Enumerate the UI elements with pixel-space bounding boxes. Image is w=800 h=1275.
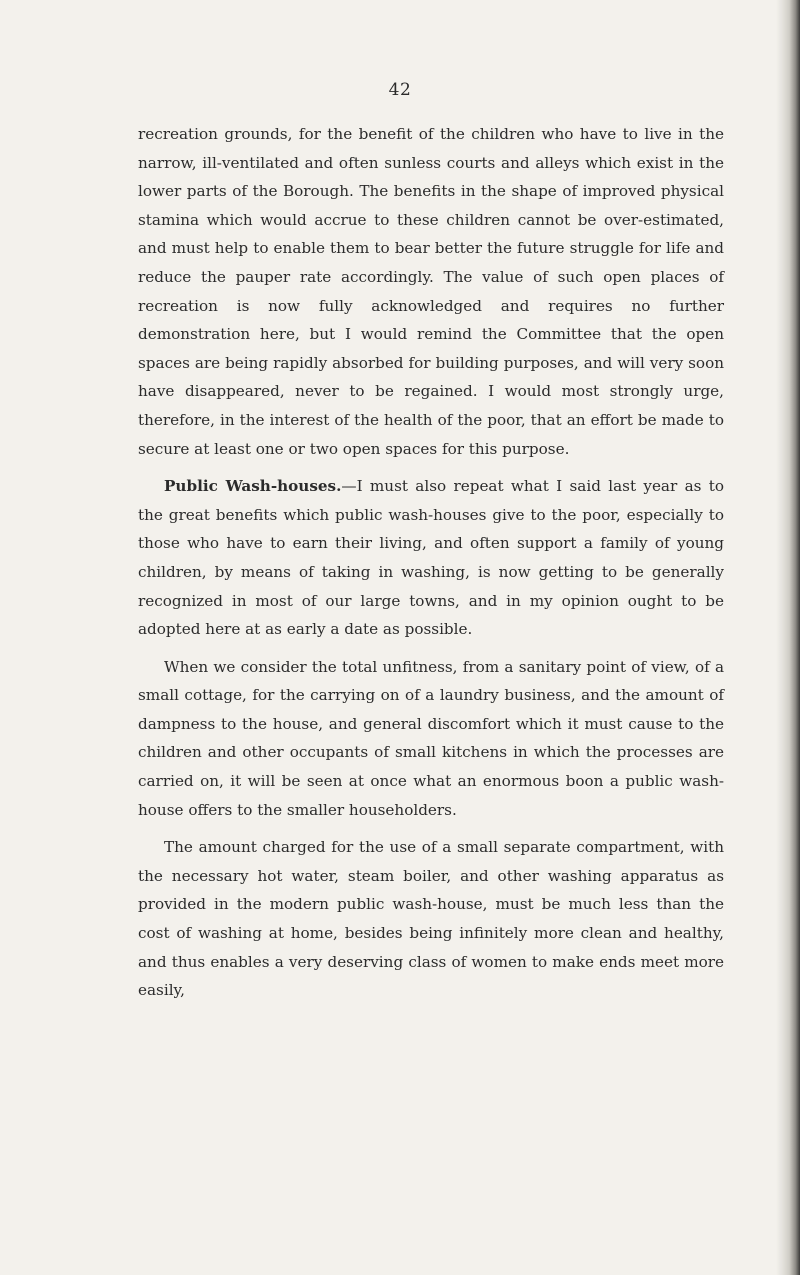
paragraph-sanitary-unfitness [138, 653, 724, 825]
page-number: 42 [388, 80, 412, 100]
paragraph-text: —I must also repeat what I said last year as to the great benefits which public wash-houses give to the poor, especially to those who have to earn their living, and often support a family of young children, by means of taking in washing, is now getting to be generally recognized in most of our large towns, and in my opinion ought to be adopted here at as early a date as possible. [138, 477, 724, 639]
paragraph-public-wash-houses [138, 472, 724, 644]
paragraph-recreation-grounds [138, 120, 724, 463]
paragraph-text: The amount charged for the use of a small separate compartment, with the necessary hot water, steam boiler, and other washing apparatus as provided in the modern public wash-house, must be much less than the cost of washing at home, besides being infinitely more clean and healthy, and thus enables a very deserving class of women to make ends meet more easily, [138, 838, 724, 1000]
page-binding-edge [782, 0, 800, 1275]
paragraph-amount-charged [138, 833, 724, 1005]
section-heading-public-wash-houses: Public Wash-houses. [164, 477, 342, 496]
paragraph-text: When we consider the total unfitness, from a sanitary point of view, of a small cottage, for the carrying on of a laundry business, and the amount of dampness to the house, and general discomfort which it must cause to the children and other occupants of small kitchens in which the processes are carried on, it will be seen at once what an enormous boon a public wash-house offers to the smaller householders. [138, 657, 724, 819]
paragraph-text: recreation grounds, for the benefit of the children who have to live in the narrow, ill-ventilated and often sunless courts and alleys which exist in the lower parts of the Borough. The benefits in the shape of improved physical stamina which would accrue to these children cannot be over-estimated, and must help to enable them to bear better the future struggle for life and reduce the pauper rate accordingly. The value of such open places of recreation is now fully acknowledged and requires no further demonstration here, but I would remind the Committee that the open spaces are being rapidly absorbed for building purposes, and will very soon have disappeared, never to be regained. I would most strongly urge, therefore, in the interest of the health of the poor, that an effort be made to secure at least one or two open spaces for this purpose. [138, 125, 724, 458]
body-text [138, 120, 724, 1005]
